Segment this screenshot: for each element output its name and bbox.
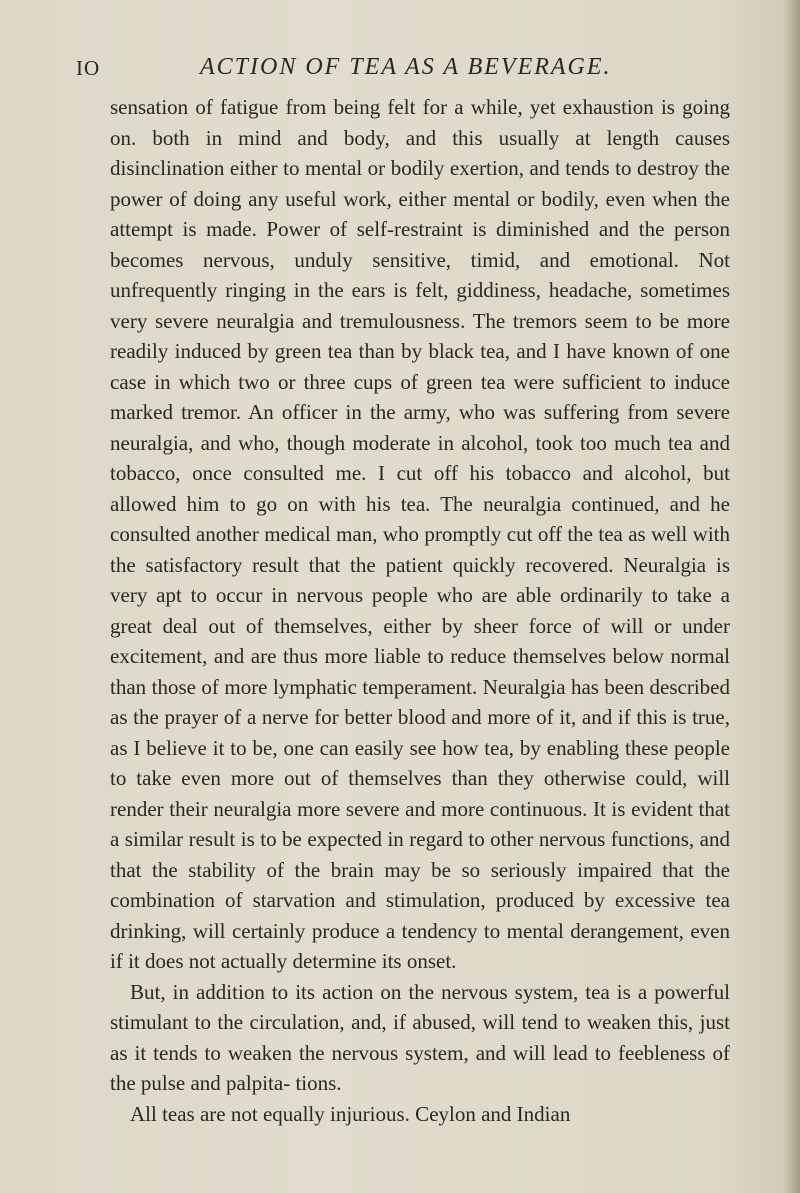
paragraph-continuation: sensation of fatigue from being felt for a while, yet exhaustion is going on. both in mind and body, and this usually at length causes disinclination either to mental or bodily exertion, and tends to destroy the power of doing any useful work, either mental or bodily, even when the attempt is made. Power of self-restraint is diminished and the person becomes nervous, unduly sensitive, timid, and emotional. Not unfrequently ringing in the ears is felt, giddiness, headache, sometimes very severe neuralgia and tremulousness. The tremors seem to be more readily induced by green tea than by black tea, and I have known of one case in which two or three cups of green tea were sufficient to induce marked tremor. An officer in the army, who was suffering from severe neuralgia, and who, though moderate in alcohol, took too much tea and tobacco, once consulted me. I cut off his tobacco and alcohol, but allowed him to go on with his tea. The neuralgia continued, and he consulted another medical man, who promptly cut off the tea as well with the satisfactory result that the patient quickly recovered. Neuralgia is very apt to occur in nervous people who are able ordinarily to take a great deal out of themselves, either by sheer force of will or under excitement, and are thus more liable to reduce themselves below normal than those of more lymphatic temperament. Neuralgia has been described as the prayer of a nerve for better blood and more of it, and if this is true, as I believe it to be, one can easily see how tea, by enabling these people to take even more out of themselves than they otherwise could, will render their neuralgia more severe and more continuous. It is evident that a similar result is to be expected in regard to other nervous functions, and that the stability of the brain may be so seriously impaired that the combination of starvation and stimulation, produced by excessive tea drinking, will certainly produce a tendency to mental derangement, even if it does not actually determine its onset. (110, 95, 730, 973)
page-header (0, 54, 800, 84)
page-number: IO (76, 56, 101, 80)
paragraph-teas: All teas are not equally injurious. Ceylon and Indian (130, 1101, 571, 1126)
body-text (110, 92, 730, 1129)
page-edge (782, 0, 800, 1193)
paragraph-circulation: But, in addition to its action on the nervous system, tea is a powerful stimulant to the circulation, and, if abused, will tend to weaken this, just as it tends to weaken the nervous system, and will lead to feebleness of the pulse and palpita- tions. (110, 979, 730, 1095)
running-head: ACTION OF TEA AS A BEVERAGE. (200, 54, 612, 80)
